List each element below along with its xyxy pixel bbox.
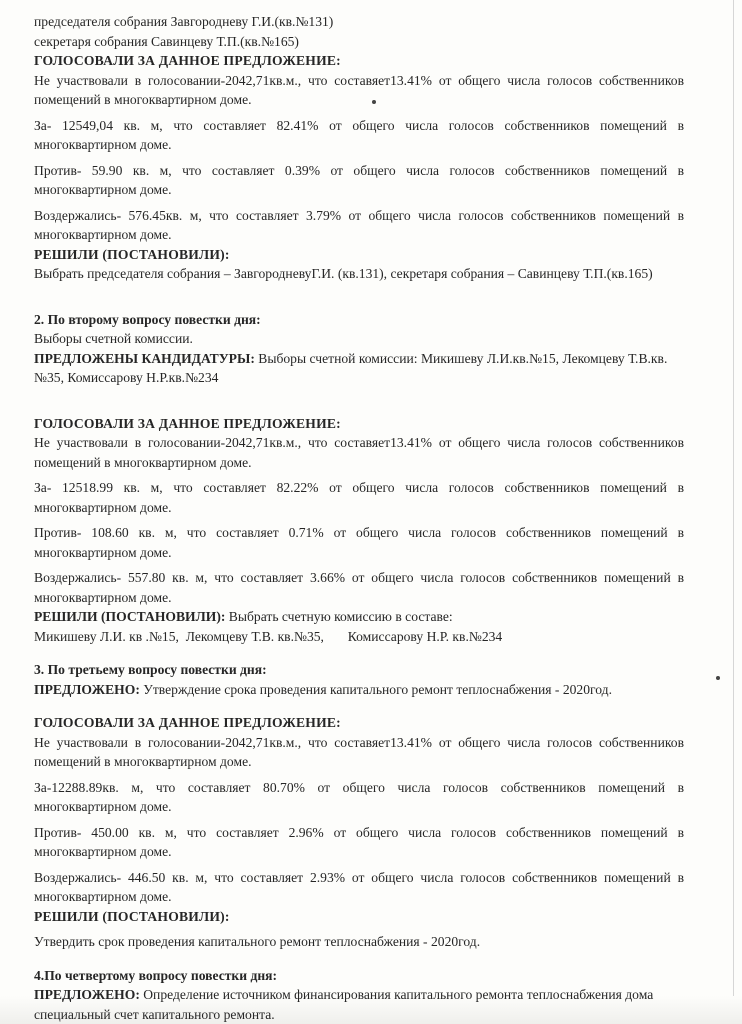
not-voted-text: Не участвовали в голосовании-2042,71кв.м., что составяет13.41% от общего числа голосов собственников помещений в многоквартирном доме. bbox=[34, 72, 684, 107]
decided-text: Выбрать счетную комиссию в составе: bbox=[225, 609, 453, 624]
voted-heading: ГОЛОСОВАЛИ ЗА ДАННОЕ ПРЕДЛОЖЕНИЕ: bbox=[34, 53, 341, 68]
for-text: За- 12518.99 кв. м, что составляет 82.22% от общего числа голосов собственников помещений в многоквартирном доме. bbox=[34, 480, 684, 515]
intro-section bbox=[34, 12, 684, 51]
abstained-text: Воздержались- 576.45кв. м, что составляет 3.79% от общего числа голосов собственников помещений в многоквартирном доме. bbox=[34, 207, 684, 242]
decided-heading: РЕШИЛИ (ПОСТАНОВИЛИ): bbox=[34, 246, 230, 262]
page-edge bbox=[733, 0, 734, 1024]
question-4-section bbox=[34, 966, 684, 1024]
question-heading: 2. По второму вопросу повестки дня: bbox=[34, 311, 261, 327]
decided-heading: РЕШИЛИ (ПОСТАНОВИЛИ): bbox=[34, 908, 230, 924]
decision-text: Выбрать председателя собрания – ЗавгородневуГ.И. (кв.131), секретаря собрания – Савинцеву Т.П.(кв.165) bbox=[34, 266, 653, 281]
abstained-text: Воздержались- 557.80 кв. м, что составляет 3.66% от общего числа голосов собственников помещений в многоквартирном доме. bbox=[34, 570, 684, 605]
against-text: Против- 108.60 кв. м, что составляет 0.71% от общего числа голосов собственников помещений в многоквартирном доме. bbox=[34, 525, 684, 560]
not-voted-text: Не участвовали в голосовании-2042,71кв.м., что составяет13.41% от общего числа голосов собственников помещений в многоквартирном доме. bbox=[34, 734, 684, 769]
decision-text: Утвердить срок проведения капитального ремонт теплоснабжения - 2020год. bbox=[34, 934, 481, 949]
proposed-text: Выборы счетной комиссии: Микишеву Л.И.кв.№15, Лекомцеву Т.В.кв.№35, Комиссарову Н.Р.кв.№234 bbox=[34, 350, 668, 385]
voted-heading: ГОЛОСОВАЛИ ЗА ДАННОЕ ПРЕДЛОЖЕНИЕ: bbox=[34, 415, 341, 431]
scan-speck bbox=[716, 676, 720, 680]
proposed-label: ПРЕДЛОЖЕНО: bbox=[34, 681, 140, 697]
proposed-paragraph bbox=[34, 349, 684, 388]
proposed-paragraph bbox=[34, 985, 684, 1024]
document-body bbox=[34, 12, 684, 1024]
question-2-section bbox=[34, 310, 684, 647]
proposed-paragraph bbox=[34, 680, 684, 700]
not-voted-text: Не участвовали в голосовании-2042,71кв.м., что составяет13.41% от общего числа голосов собственников помещений в многоквартирном доме. bbox=[34, 435, 684, 470]
question-topic: Выборы счетной комиссии. bbox=[34, 331, 193, 346]
question-3-section bbox=[34, 660, 684, 952]
abstained-text: Воздержались- 446.50 кв. м, что составляет 2.93% от общего числа голосов собственников помещений в многоквартирном доме. bbox=[34, 869, 684, 904]
proposed-text: Определение источником финансирования капитального ремонта теплоснабжения дома специальный счет капитального ремонта. bbox=[34, 987, 654, 1022]
for-text: За- 12549,04 кв. м, что составляет 82.41% от общего числа голосов собственников помещений в многоквартирном доме. bbox=[34, 117, 684, 152]
proposed-text: Утверждение срока проведения капитального ремонт теплоснабжения - 2020год. bbox=[139, 681, 612, 697]
secretary-line: секретаря собрания Савинцеву Т.П.(кв.№165) bbox=[34, 33, 299, 49]
commission-members: Микишеву Л.И. кв .№15, Лекомцеву Т.В. кв.№35, Комиссарову Н.Р. кв.№234 bbox=[34, 628, 503, 644]
proposed-label: ПРЕДЛОЖЕНЫ КАНДИДАТУРЫ: bbox=[34, 350, 255, 366]
chair-line: председателя собрания Завгородневу Г.И.(кв.№131) bbox=[34, 14, 334, 29]
decided-label: РЕШИЛИ (ПОСТАНОВИЛИ): bbox=[34, 609, 226, 624]
for-text: За-12288.89кв. м, что составляет 80.70% от общего числа голосов собственников помещений в многоквартирном доме. bbox=[34, 779, 684, 814]
question-heading: 4.По четвертому вопросу повестки дня: bbox=[34, 967, 278, 983]
against-text: Против- 59.90 кв. м, что составляет 0.39% от общего числа голосов собственников помещений в многоквартирном доме. bbox=[34, 162, 684, 197]
against-text: Против- 450.00 кв. м, что составляет 2.96% от общего числа голосов собственников помещений в многоквартирном доме. bbox=[34, 824, 684, 859]
proposed-label: ПРЕДЛОЖЕНО: bbox=[34, 987, 140, 1002]
question-heading: 3. По третьему вопросу повестки дня: bbox=[34, 662, 267, 677]
question-1-results bbox=[34, 51, 684, 284]
voted-heading: ГОЛОСОВАЛИ ЗА ДАННОЕ ПРЕДЛОЖЕНИЕ: bbox=[34, 715, 341, 730]
decided-paragraph bbox=[34, 607, 684, 627]
